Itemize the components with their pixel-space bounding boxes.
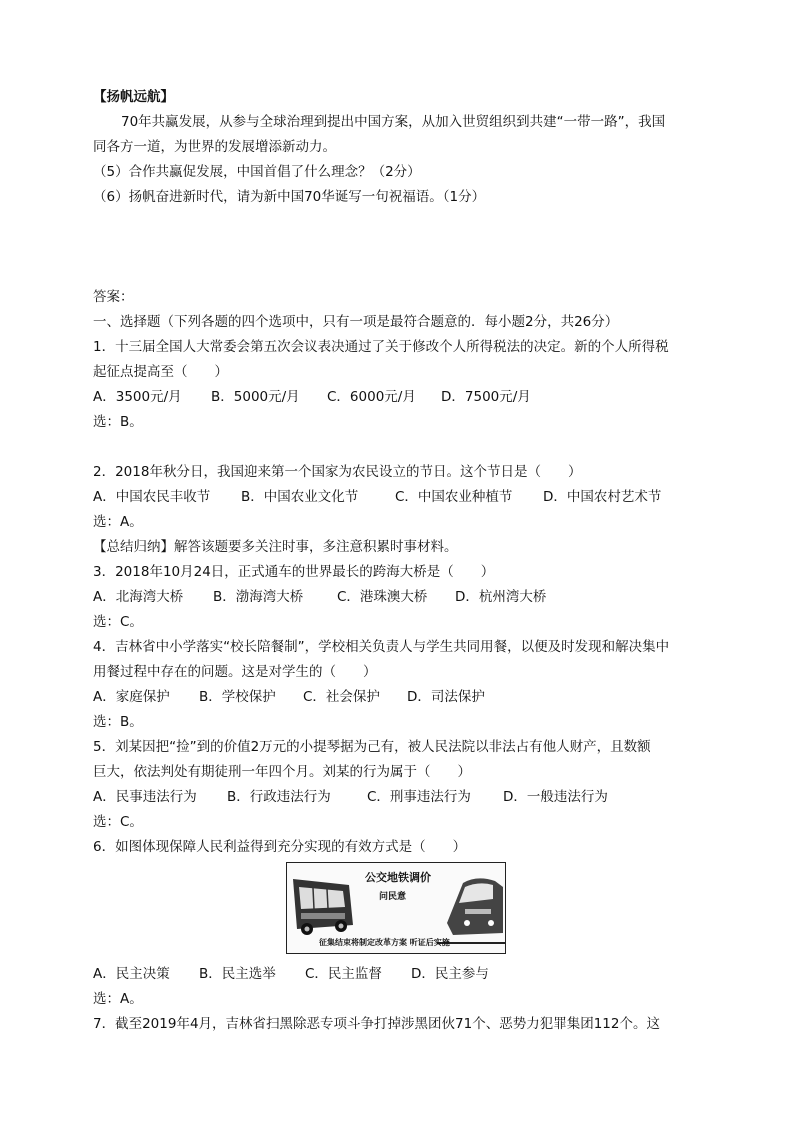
q3-line1: 3．2018年10月24日，正式通车的世界最长的跨海大桥是（ ） <box>93 564 495 580</box>
q3-option-a: A．北海湾大桥 <box>93 589 184 605</box>
q4-line1: 4．吉林省中小学落实“校长陪餐制”，学校相关负责人与学生共同用餐，以便及时发现和解决集中 <box>93 639 670 655</box>
figure-title: 公交地铁调价 <box>365 871 431 884</box>
q2-summary: 【总结归纳】解答该题要多关注时事，多注意积累时事材料。 <box>93 539 458 555</box>
bus-icon <box>293 879 353 935</box>
q2-option-b: B．中国农业文化节 <box>241 489 359 505</box>
q5-option-d: D．一般违法行为 <box>503 789 608 805</box>
q1-option-a: A．3500元/月 <box>93 389 182 405</box>
q6-option-d: D．民主参与 <box>411 966 489 982</box>
q7-line1: 7．截至2019年4月，吉林省扫黑除恶专项斗争打掉涉黑团伙71个、恶势力犯罪集团112个。这 <box>93 1016 660 1032</box>
figure-subtitle: 问民意 <box>379 892 407 902</box>
q2-option-a: A．中国农民丰收节 <box>93 489 211 505</box>
q3-option-d: D．杭州湾大桥 <box>455 589 547 605</box>
q5-option-a: A．民事违法行为 <box>93 789 197 805</box>
q6-answer: 选：A。 <box>93 991 143 1007</box>
q5-line1: 5．刘某因把“捡”到的价值2万元的小提琴据为己有，被人民法院以非法占有他人财产，且数额 <box>93 739 651 755</box>
section-paragraph-line1: 70年共赢发展，从参与全球治理到提出中国方案，从加入世贸组织到共建“一带一路”，我国 <box>121 114 666 130</box>
train-icon <box>437 878 505 943</box>
q3-answer: 选：C。 <box>93 614 143 630</box>
q5-answer: 选：C。 <box>93 814 143 830</box>
q4-option-d: D．司法保护 <box>407 689 485 705</box>
q5-option-c: C．刑事违法行为 <box>367 789 471 805</box>
q2-options <box>93 487 661 507</box>
q2-option-c: C．中国农业种植节 <box>395 489 513 505</box>
q6-option-a: A．民主决策 <box>93 966 170 982</box>
q1-option-b: B．5000元/月 <box>211 389 300 405</box>
q5-line2: 巨大，依法判处有期徒刑一年四个月。刘某的行为属于（ ） <box>93 764 471 780</box>
question-5: （5）合作共赢促发展，中国首倡了什么理念？（2分） <box>93 164 421 180</box>
q6-line1: 6．如图体现保障人民利益得到充分实现的有效方式是（ ） <box>93 839 467 855</box>
q5-option-b: B．行政违法行为 <box>227 789 331 805</box>
q4-option-c: C．社会保护 <box>303 689 380 705</box>
q1-options <box>93 387 531 407</box>
section-paragraph-line2: 同各方一道，为世界的发展增添新动力。 <box>93 139 336 155</box>
q4-options <box>93 687 485 707</box>
q3-option-b: B．渤海湾大桥 <box>213 589 304 605</box>
q2-option-d: D．中国农村艺术节 <box>543 489 662 505</box>
q1-option-c: C．6000元/月 <box>327 389 416 405</box>
q6-figure <box>286 862 506 954</box>
part1-header: 一、选择题（下列各题的四个选项中，只有一项是最符合题意的．每小题2分，共26分） <box>93 314 619 330</box>
question-6: （6）扬帆奋进新时代，请为新中国70华诞写一句祝福语。（1分） <box>93 189 486 205</box>
figure-footer: 征集结束将制定改革方案 听证后实施 <box>319 938 450 947</box>
q6-option-b: B．民主选举 <box>199 966 276 982</box>
q1-line1: 1．十三届全国人大常委会第五次会议表决通过了关于修改个人所得税法的决定。新的个人所得税 <box>93 339 669 355</box>
q4-answer: 选：B。 <box>93 714 143 730</box>
q4-option-b: B．学校保护 <box>199 689 276 705</box>
q1-answer: 选：B。 <box>93 414 143 430</box>
q4-option-a: A．家庭保护 <box>93 689 170 705</box>
q2-answer: 选：A。 <box>93 514 143 530</box>
q5-options <box>93 787 608 807</box>
answers-title: 答案： <box>93 289 134 305</box>
q3-option-c: C．港珠澳大桥 <box>337 589 428 605</box>
q3-options <box>93 587 546 607</box>
section-heading: 【扬帆远航】 <box>93 89 174 105</box>
q6-option-c: C．民主监督 <box>305 966 382 982</box>
q1-line2: 起征点提高至（ ） <box>93 364 228 380</box>
q6-options <box>93 964 489 984</box>
q1-option-d: D．7500元/月 <box>441 389 531 405</box>
q2-line1: 2．2018年秋分日，我国迎来第一个国家为农民设立的节日。这个节日是（ ） <box>93 464 582 480</box>
q4-line2: 用餐过程中存在的问题。这是对学生的（ ） <box>93 664 377 680</box>
